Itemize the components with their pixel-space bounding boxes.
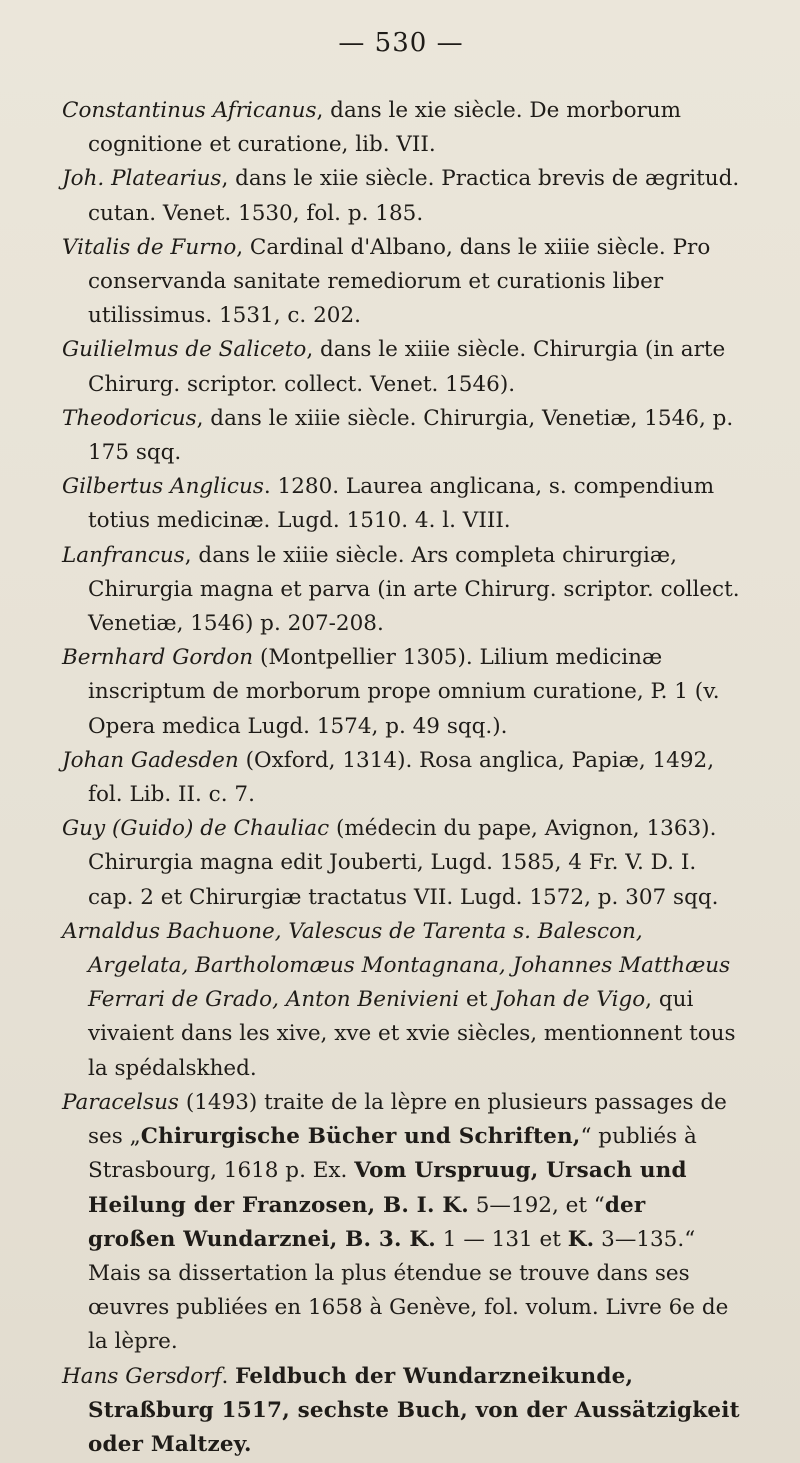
fraktur-title-1: Chirurgische Bücher und Schriften, [140, 1124, 581, 1150]
author-name: Paracelsus [62, 1089, 179, 1115]
entry-gilbertus [62, 470, 740, 538]
author-name-vigo: Johan de Vigo [494, 987, 646, 1013]
entry-chauliac [62, 812, 740, 915]
fraktur-title-3: der großen Wundarznei, B. 3. K. [88, 1192, 646, 1252]
author-name: Joh. Platearius [62, 166, 222, 192]
entry-text: , dans le xiie siècle. Practica brevis de ægritud. cutan. Venet. 1530, fol. p. 185. [88, 166, 740, 226]
entry-text: et [459, 987, 495, 1013]
entry-arnaldus-group [62, 915, 740, 1086]
fraktur-title-1: Feldbuch der Wundarzneikunde, Straßburg 1517, sechste Buch, von der Aussätzigkeit oder Maltzey. [88, 1363, 740, 1457]
entry-text: (médecin du pape, Avignon, 1363). Chirurgia magna edit Jouberti, Lugd. 1585, 4 Fr. V. D. I. cap. 2 et Chirurgiæ tractatus VII. Lugd. 1572, p. 307 sqq. [88, 816, 719, 910]
entry-text-3: 5—192, et “ [468, 1192, 605, 1218]
entry-paracelsus [62, 1086, 740, 1360]
entry-vitalis [62, 231, 740, 334]
entry-theodoricus [62, 402, 740, 470]
author-name: Gilbertus Anglicus [62, 474, 264, 500]
entry-text: , dans le xiiie siècle. Chirurgia (in arte Chirurg. scriptor. collect. Venet. 1546). [88, 337, 726, 397]
entry-gadesden [62, 744, 740, 812]
author-name: Vitalis de Furno [62, 234, 237, 260]
bibliography-list [62, 94, 740, 1462]
entry-guilielmus [62, 333, 740, 401]
entry-text: , dans le xiiie siècle. Ars completa chirurgiæ, Chirurgia magna et parva (in arte Chirurg. scriptor. collect. Venetiæ, 1546) p. 207-208. [88, 542, 740, 637]
entry-text-2: , qui vivaient dans les xive, xve et xvie siècles, mentionnent tous la spédalskhed. [88, 987, 736, 1081]
page-number: — 530 — [338, 28, 464, 58]
entry-text: , dans le xiiie siècle. Chirurgia, Venetiæ, 1546, p. 175 sqq. [88, 405, 734, 466]
entry-lanfrancus [62, 539, 740, 642]
entry-platearius [62, 162, 740, 230]
author-name: Lanfrancus [62, 542, 185, 568]
entry-text: , Cardinal d'Albano, dans le xiiie siècle. Pro conservanda sanitate remediorum et curationis liber utilissimus. 1531, c. 202. [88, 234, 711, 329]
entry-gersdorf [62, 1360, 740, 1463]
entry-text: , dans le xie siècle. De morborum cognitione et curatione, lib. VII. [88, 98, 682, 158]
author-name: Guilielmus de Saliceto [62, 337, 307, 363]
entry-text-4: 1 — 131 et [435, 1226, 568, 1252]
entry-text: . 1280. Laurea anglicana, s. compendium totius medicinæ. Lugd. 1510. 4. l. VIII. [88, 474, 715, 534]
author-name: Constantinus Africanus [62, 98, 317, 123]
entry-text: (Oxford, 1314). Rosa anglica, Papiæ, 1492, fol. Lib. II. c. 7. [88, 747, 715, 808]
entry-text: . [221, 1363, 236, 1389]
author-name: Bernhard Gordon [62, 645, 254, 671]
entry-text-5: 3—135.“ Mais sa dissertation la plus étendue se trouve dans ses œuvres publiées en 1658 à Genève, fol. volum. Livre 6e de la lèpre. [88, 1226, 729, 1355]
author-name: Theodoricus [62, 405, 197, 431]
fraktur-title-2: Vom Urspruug, Ursach und Heilung der Franzosen, B. I. K. [88, 1158, 687, 1218]
entry-text-2: “ publiés à Strasbourg, 1618 p. Ex. [88, 1124, 697, 1184]
entry-constantinus [62, 94, 740, 162]
fraktur-title-4: K. [567, 1226, 595, 1252]
author-name: Hans Gersdorf [62, 1363, 222, 1389]
author-name: Guy (Guido) de Chauliac [62, 816, 330, 842]
entry-text: (1493) traite de la lèpre en plusieurs passages de ses „ [88, 1089, 727, 1150]
entry-gordon [62, 641, 740, 744]
author-name: Johan Gadesden [62, 747, 239, 773]
author-name: Arnaldus Bachuone, Valescus de Tarenta s. Balescon, Argelata, Bartholomæus Montagnana, Johannes Matthæus Ferrari de Grado, Anton Benivieni [62, 918, 731, 1013]
entry-text: (Montpellier 1305). Lilium medicinæ inscriptum de morborum prope omnium curatione, P. 1 (v. Opera medica Lugd. 1574, p. 49 sqq.). [88, 645, 720, 739]
